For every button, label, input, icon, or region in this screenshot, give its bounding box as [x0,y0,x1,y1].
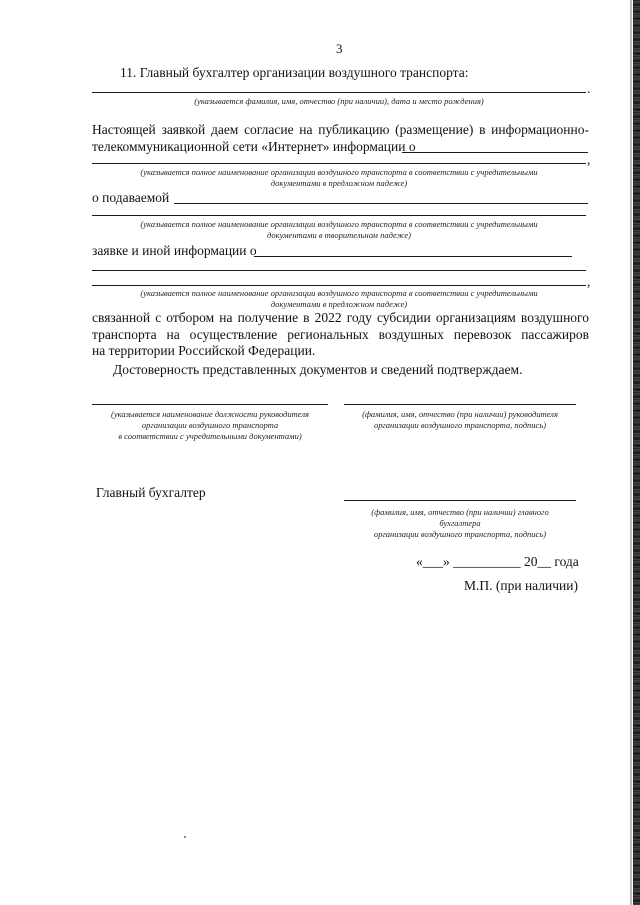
date-line[interactable]: «___» __________ 20__ года [416,554,579,569]
accountant-identity-hint: (указывается фамилия, имя, отчество (при наличии), дата и место рождения) [194,96,484,106]
confirmation-text: Достоверность представленных документов и сведений подтверждаем. [113,362,523,377]
accountant-identity-field[interactable] [92,92,586,93]
accountant-signature-field[interactable] [344,500,576,501]
other-info-field-1[interactable] [254,256,572,257]
org-name-prepositional-field-1[interactable] [402,152,588,153]
accountant-signature-hint: (фамилия, имя, отчество (при наличии) главного бухгалтера организации воздушного транспорта, подпись) [371,507,549,539]
org-name-prepositional-field-2[interactable] [92,163,586,164]
scan-edge [633,0,640,905]
chief-accountant-label: Главный бухгалтер [96,485,206,500]
org-name-prepositional-hint: (указывается полное наименование организации воздушного транспорта в соответствии с учредительными документами в предложном падеже) [140,167,538,188]
related-text-line-2: транспорта на осуществление региональных воздушных перевозок пассажиров [92,327,589,342]
head-position-hint: (указывается наименование должности руководителя организации воздушного транспорта в соответствии с учредительными документами) [111,409,309,441]
submitted-field-2[interactable] [92,215,586,216]
head-signature-field[interactable] [344,404,576,405]
consent-text-line-1: Настоящей заявкой даем согласие на публикацию (размещение) в информационно- [92,122,589,137]
field-end-period: . [587,81,591,96]
section-heading: 11. Главный бухгалтер организации воздушного транспорта: [120,65,469,80]
other-info-field-2[interactable] [92,270,586,271]
org-name-prepositional-hint-2: (указывается полное наименование организации воздушного транспорта в соответствии с учредительными документами в предложном падеже) [140,288,538,309]
consent-text-line-2: телекоммуникационной сети «Интернет» информации о [92,139,416,154]
other-info-field-3[interactable] [92,285,586,286]
head-position-field[interactable] [92,404,328,405]
stamp-note: М.П. (при наличии) [464,578,578,593]
scan-dot [184,836,186,838]
field-end-comma: , [587,152,591,167]
field-end-comma-2: , [587,274,591,289]
submitted-label: о подаваемой [92,190,170,205]
submitted-field-1[interactable] [174,203,588,204]
related-text-line-3: на территории Российской Федерации. [92,343,316,358]
scan-edge-shadow [630,0,632,905]
head-signature-hint: (фамилия, имя, отчество (при наличии) руководителя организации воздушного транспорта, подпись) [362,409,558,430]
related-text-line-1: связанной с отбором на получение в 2022 году субсидии организациям воздушного [92,310,589,325]
page-number: 3 [336,41,343,56]
org-name-instrumental-hint: (указывается полное наименование организации воздушного транспорта в соответствии с учредительными документами в творительном падеже) [140,219,538,240]
other-info-label: заявке и иной информации о [92,243,257,258]
